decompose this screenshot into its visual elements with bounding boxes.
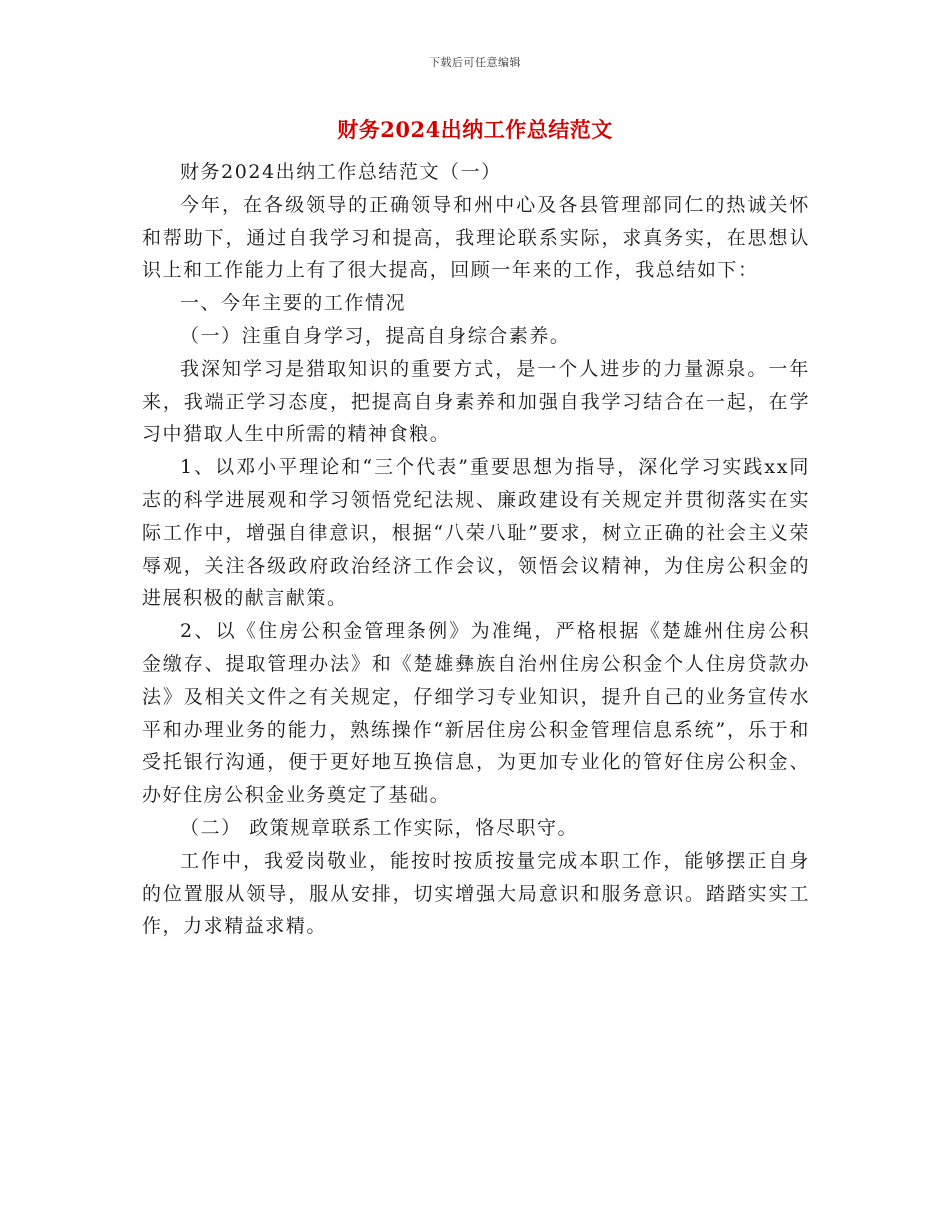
heading-work-situation: 一、今年主要的工作情况: [180, 292, 407, 315]
section-heading-one: 财务2024出纳工作总结范文（一）: [180, 161, 502, 183]
subheading-self-study: （一）注重自身学习，提高自身综合素养。: [180, 324, 571, 347]
header-note: 下载后可任意编辑: [429, 56, 521, 69]
document-title: 财务2024出纳工作总结范文: [337, 117, 613, 142]
paragraph-item-2: 2、以《住房公积金管理条例》为准绳，严格根据《楚雄州住房公积金缴存、提取管理办法》和《楚雄彝族自治州住房公积金个人住房贷款办法》及相关文件之有关规定，仔细学习专业知识，提升自己的业务宣传水平和办理业务的能力，熟练操作“新居住房公积金管理信息系统”，乐于和受托银行沟通，便于更好地互换信息，为更加专业化的管好住房公积金、办好住房公积金业务奠定了基础。: [142, 620, 810, 807]
paragraph-learning: 我深知学习是猎取知识的重要方式，是一个人进步的力量源泉。一年来，我端正学习态度，把提高自身素养和加强自我学习结合在一起，在学习中猎取人生中所需的精神食粮。: [142, 357, 810, 446]
subheading-policy: （二） 政策规章联系工作实际，恪尽职守。: [180, 816, 579, 839]
document-body: [142, 156, 810, 943]
paragraph-item-1: 1、以邓小平理论和“三个代表”重要思想为指导，深化学习实践xx同志的科学进展观和学习领悟党纪法规、廉政建设有关规定并贯彻落实在实际工作中，增强自律意识，根据“八荣八耻”要求，树立正确的社会主义荣辱观，关注各级政府政治经济工作会议，领悟会议精神，为住房公积金的进展积极的献言献策。: [142, 456, 810, 610]
paragraph-work: 工作中，我爱岗敬业，能按时按质按量完成本职工作，能够摆正自身的位置服从领导，服从安排，切实增强大局意识和服务意识。踏踏实实工作，力求精益求精。: [142, 849, 810, 938]
intro-paragraph: 今年，在各级领导的正确领导和州中心及各县管理部同仁的热诚关怀和帮助下，通过自我学习和提高，我理论联系实际，求真务实，在思想认识上和工作能力上有了很大提高，回顾一年来的工作，我总结如下：: [142, 193, 810, 282]
